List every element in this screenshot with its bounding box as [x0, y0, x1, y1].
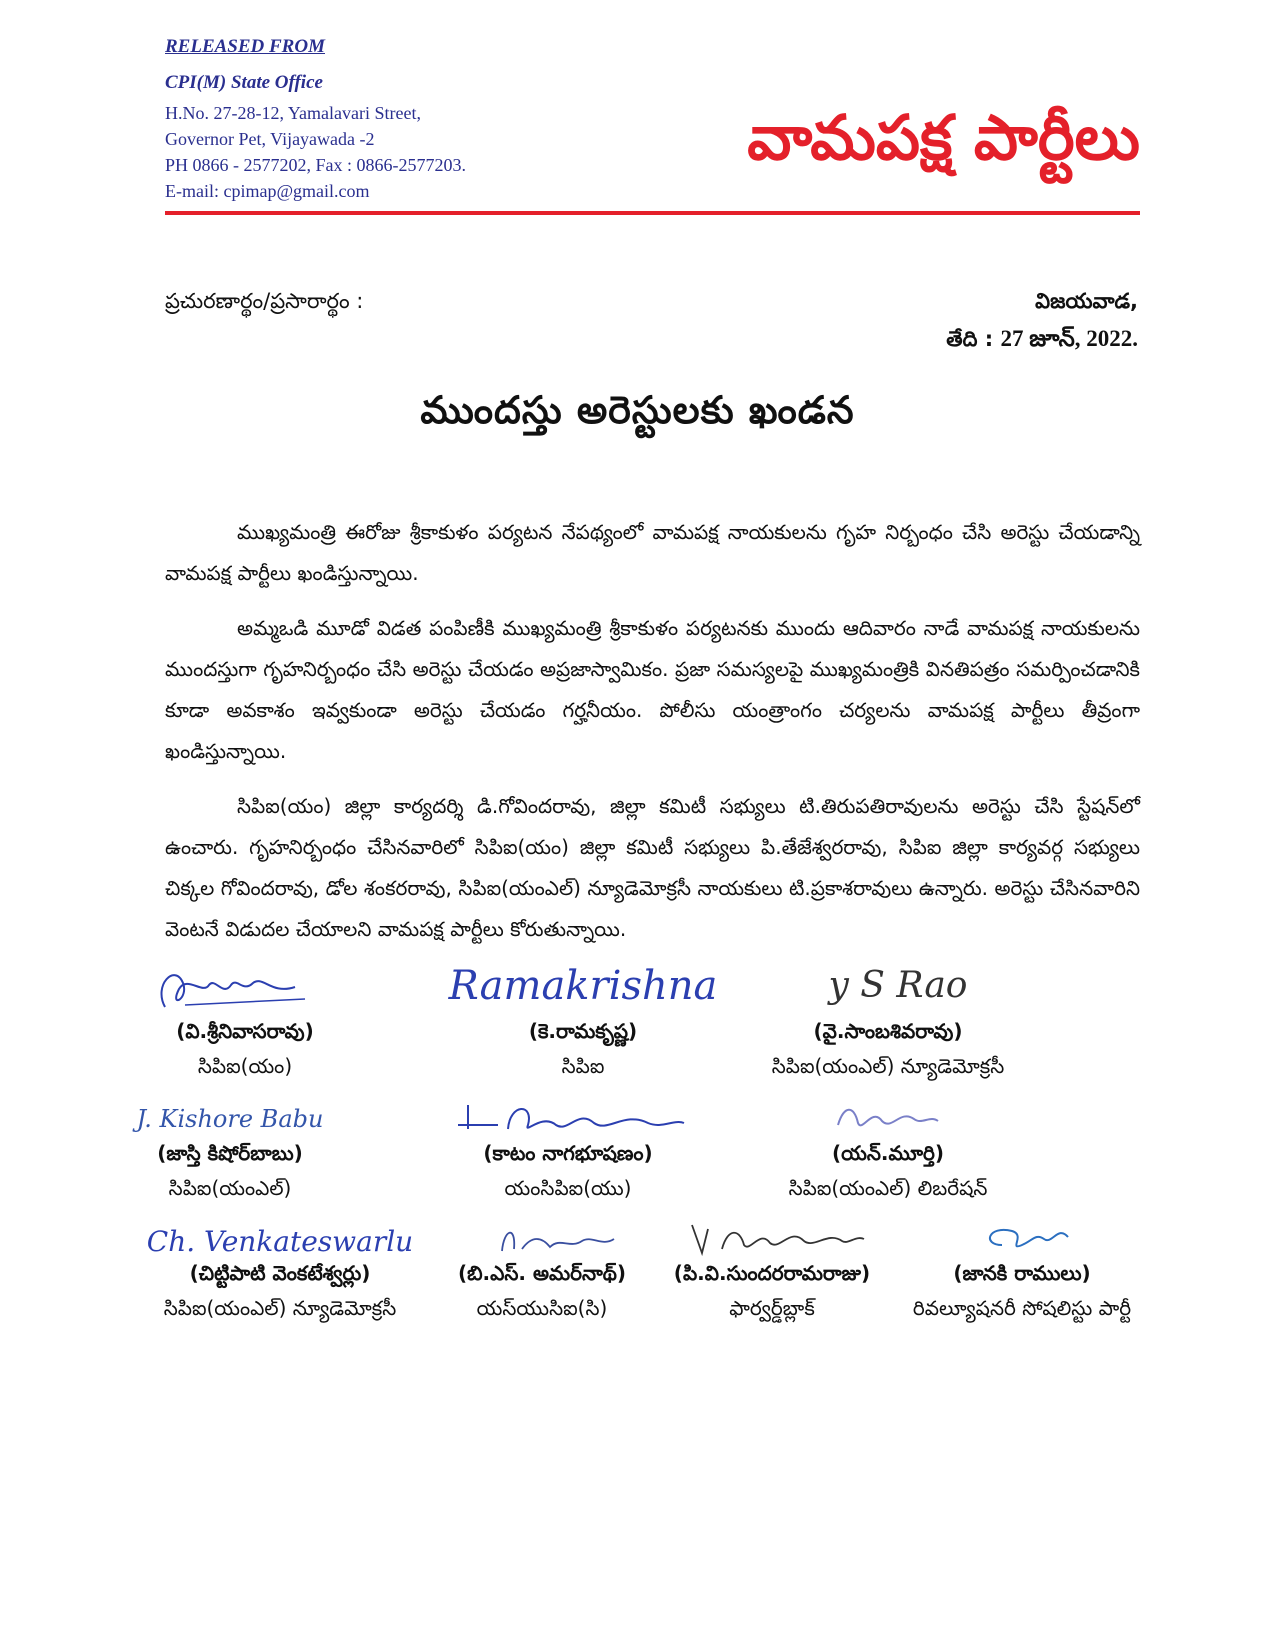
handwritten-signature — [738, 955, 1038, 1017]
signatory-block — [738, 1095, 1038, 1203]
signatory-party: రివల్యూషనరీ సోషలిస్టు పార్టీ — [912, 1296, 1132, 1320]
signatory-block — [130, 1215, 430, 1323]
date-line — [946, 326, 1138, 358]
publication-note: ప్రచురణార్థం/ప్రసారార్థం : — [165, 289, 364, 313]
signatory-block — [872, 1215, 1172, 1323]
handwritten-signature — [642, 1215, 902, 1259]
signatory-block — [95, 955, 395, 1081]
handwritten-signature — [438, 1095, 698, 1139]
signatory-name: (వై.సాంబశివరావు) — [813, 1019, 963, 1043]
phone-fax-line: PH 0866 - 2577202, Fax : 0866-2577203. — [165, 155, 466, 175]
signatory-party: సిపిఐ(యంఎల్) న్యూడెమోక్రసీ — [163, 1296, 397, 1320]
signatory-party: సిపిఐ(యంఎల్) న్యూడెమోక్రసీ — [771, 1054, 1005, 1078]
header-divider — [165, 211, 1140, 215]
signatory-name: (వి.శ్రీనివాసరావు) — [176, 1019, 314, 1043]
handwritten-signature — [80, 1095, 380, 1139]
svg-text:y S Rao: y S Rao — [828, 965, 968, 1006]
signatory-name: (యన్.మూర్తి) — [831, 1141, 945, 1165]
signatory-party: యస్‌యుసిఐ(సి) — [476, 1296, 608, 1320]
signatory-name: (పి.వి.సుందరరామరాజు) — [673, 1261, 871, 1285]
svg-text:Ch. Venkateswarlu: Ch. Venkateswarlu — [146, 1225, 414, 1258]
signatory-name: (కె.రామకృష్ణ) — [528, 1019, 638, 1043]
body-paragraph: సిపిఐ(యం) జిల్లా కార్యదర్శి డి.గోవిందరావు, జిల్లా కమిటీ సభ్యులు టి.తిరుపతిరావులను అరెస్టు చేసి స్టేషన్‌లో ఉంచారు. గృహనిర్బంధం చేసినవారిలో సిపిఐ(యం) జిల్లా కమిటీ సభ్యులు పి.తేజేశ్వరరావు, సిపిఐ జిల్లా కార్యవర్గ సభ్యులు చిక్కల గోవిందరావు, డోల శంకరరావు, సిపిఐ(యంఎల్) న్యూడెమోక్రసీ నాయకులు టి.ప్రకాశరావులు ఉన్నారు. అరెస్టు చేసినవారిని వెంటనే విడుదల చేయాలని వామపక్ష పార్టీలు కోరుతున్నాయి. — [165, 794, 1140, 941]
address-line: H.No. 27-28-12, Yamalavari Street, — [165, 103, 421, 123]
signatory-block — [738, 955, 1038, 1081]
handwritten-signature — [442, 1215, 642, 1259]
signatory-block — [80, 1095, 380, 1203]
date-label: తేది : — [946, 327, 994, 351]
signatory-party: ఫార్వర్డ్‌బ్లాక్ — [729, 1296, 815, 1320]
body-paragraph: అమ్మఒడి మూడో విడత పంపిణీకి ముఖ్యమంత్రి శ్రీకాకుళం పర్యటనకు ముందు ఆదివారం నాడే వామపక్ష నాయకులను ముందస్తుగా గృహనిర్బంధం చేసి అరెస్టు చేయడం అప్రజాస్వామికం. ప్రజా సమస్యలపై ముఖ్యమంత్రికి వినతిపత్రం సమర్పించడానికి కూడా అవకాశం ఇవ్వకుండా అరెస్టు చేయడం గర్హనీయం. పోలీసు యంత్రాంగం చర్యలను వామపక్ష పార్టీలు తీవ్రంగా ఖండిస్తున్నాయి. — [165, 616, 1140, 763]
signatory-party: సిపిఐ(యం) — [197, 1054, 293, 1078]
address-line: Governor Pet, Vijayawada -2 — [165, 129, 375, 149]
handwritten-signature — [922, 1215, 1122, 1259]
svg-text:J. Kishore Babu: J. Kishore Babu — [136, 1105, 324, 1133]
signatory-name: (జాస్తి కిషోర్‌బాబు) — [157, 1141, 303, 1165]
handwritten-signature — [788, 1095, 988, 1139]
signatory-party: సిపిఐ — [561, 1054, 605, 1078]
signatory-name: (బి.ఎస్. అమర్‌నాథ్) — [457, 1261, 627, 1285]
signatory-block — [418, 1095, 718, 1203]
place-line: విజయవాడ, — [1035, 289, 1138, 313]
email-line: E-mail: cpimap@gmail.com — [165, 181, 370, 201]
svg-text:Ramakrishna: Ramakrishna — [448, 963, 718, 1009]
handwritten-signature — [433, 955, 733, 1017]
signatory-name: (చిట్టిపాటి వెంకటేశ్వర్లు) — [189, 1261, 371, 1285]
press-headline: ముందస్తు అరెస్టులకు ఖండన — [420, 388, 855, 432]
signatory-name: (జానకి రాములు) — [953, 1261, 1091, 1285]
handwritten-signature — [145, 955, 345, 1017]
date-value: 27 జూన్, 2022. — [1000, 326, 1138, 351]
signatory-party: సిపిఐ(యంఎల్) లిబరేషన్ — [788, 1176, 988, 1200]
sender-block — [165, 36, 625, 204]
handwritten-signature — [130, 1215, 430, 1259]
released-from-label: RELEASED FROM — [165, 36, 325, 57]
office-name: CPI(M) State Office — [165, 72, 323, 93]
signatory-party: యంసిపిఐ(యు) — [504, 1176, 632, 1200]
press-body — [165, 512, 1140, 964]
signatory-block — [433, 955, 733, 1081]
signatory-name: (కాటం నాగభూషణం) — [483, 1141, 653, 1165]
signatory-party: సిపిఐ(యంఎల్) — [168, 1176, 292, 1200]
body-paragraph: ముఖ్యమంత్రి ఈరోజు శ్రీకాకుళం పర్యటన నేపథ్యంలో వామపక్ష నాయకులను గృహ నిర్బంధం చేసి అరెస్టు చేయడాన్ని వామపక్ష పార్టీలు ఖండిస్తున్నాయి. — [165, 520, 1140, 585]
letterhead-banner: వామపక్ష పార్టీలు — [747, 101, 1140, 174]
